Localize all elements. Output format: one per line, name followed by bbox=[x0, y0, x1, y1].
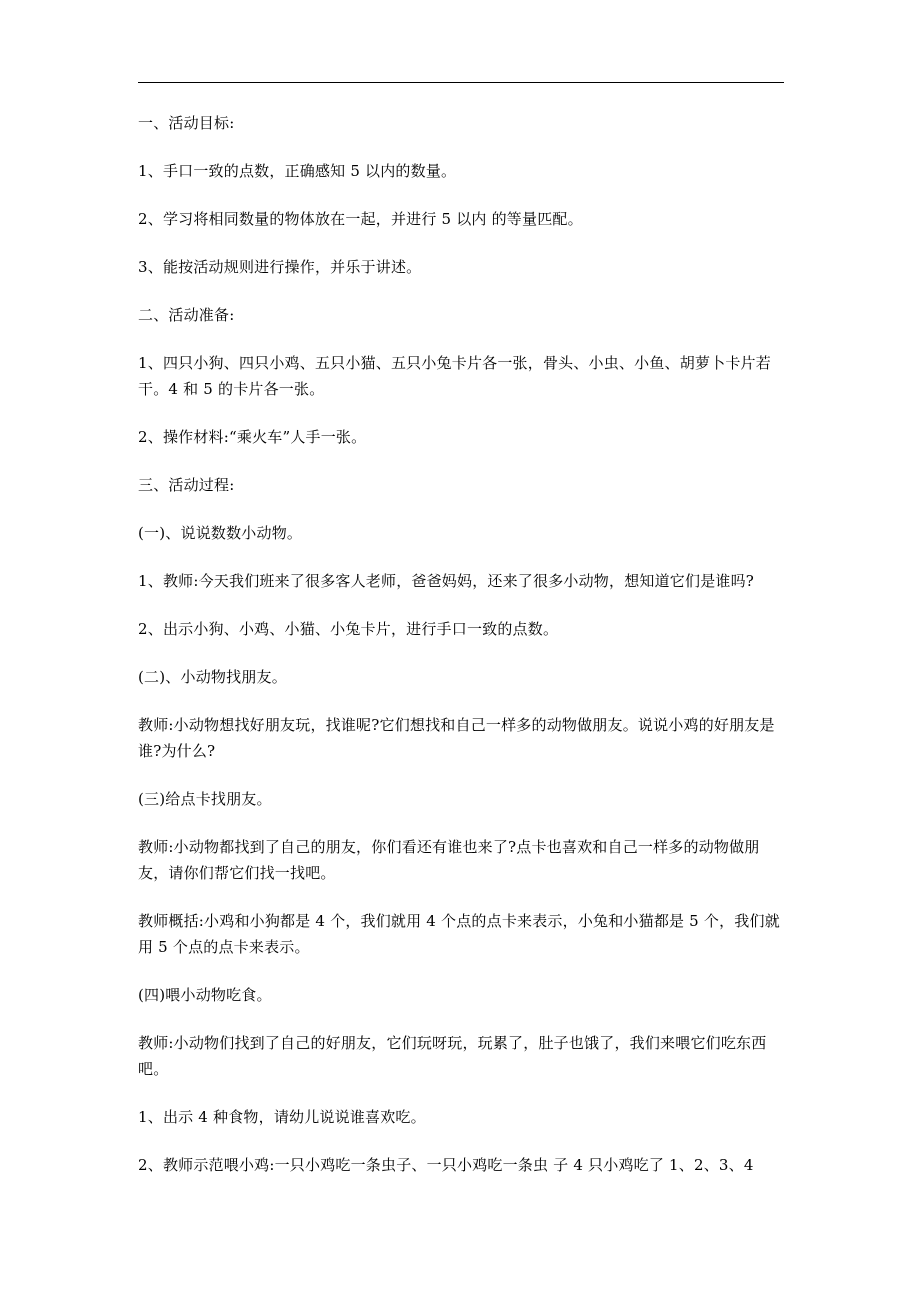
process-step-4-heading: (四)喂小动物吃食。 bbox=[138, 986, 272, 1004]
process-step-3-text: 教师:小动物都找到了自己的朋友，你们看还有谁也来了?点卡也喜欢和自己一样多的动物做朋友，请你们帮它们找一找吧。 bbox=[138, 838, 760, 882]
process-step-1-item-1: 1、教师:今天我们班来了很多客人老师，爸爸妈妈，还来了很多小动物，想知道它们是谁吗? bbox=[138, 572, 755, 590]
goal-item-3: 3、能按活动规则进行操作，并乐于讲述。 bbox=[138, 258, 422, 276]
process-step-3-heading: (三)给点卡找朋友。 bbox=[138, 790, 272, 808]
process-step-2-text: 教师:小动物想找好朋友玩，找谁呢?它们想找和自己一样多的动物做朋友。说说小鸡的好朋友是谁?为什么? bbox=[138, 716, 775, 760]
process-step-1-item-2: 2、出示小狗、小鸡、小猫、小兔卡片，进行手口一致的点数。 bbox=[138, 620, 559, 638]
section-heading-goals: 一、活动目标: bbox=[138, 114, 235, 132]
process-step-4-text: 教师:小动物们找到了自己的好朋友，它们玩呀玩，玩累了，肚子也饿了，我们来喂它们吃东西吧。 bbox=[138, 1034, 767, 1078]
process-step-1-heading: (一)、说说数数小动物。 bbox=[138, 524, 303, 542]
process-step-4-item-2: 2、教师示范喂小鸡:一只小鸡吃一条虫子、一只小鸡吃一条虫 子 4 只小鸡吃了 1、2、3、4 bbox=[138, 1156, 754, 1174]
process-step-3-summary: 教师概括:小鸡和小狗都是 4 个，我们就用 4 个点的点卡来表示，小兔和小猫都是 5 个，我们就用 5 个点的点卡来表示。 bbox=[138, 912, 780, 956]
goal-item-1: 1、手口一致的点数，正确感知 5 以内的数量。 bbox=[138, 162, 457, 180]
preparation-item-2: 2、操作材料:“乘火车”人手一张。 bbox=[138, 428, 367, 446]
section-heading-process: 三、活动过程: bbox=[138, 476, 235, 494]
header-rule bbox=[138, 82, 784, 83]
process-step-2-heading: (二)、小动物找朋友。 bbox=[138, 668, 287, 686]
document-body bbox=[138, 110, 784, 1200]
preparation-item-1: 1、四只小狗、四只小鸡、五只小猫、五只小兔卡片各一张，骨头、小虫、小鱼、胡萝卜卡片若干。4 和 5 的卡片各一张。 bbox=[138, 354, 771, 398]
goal-item-2: 2、学习将相同数量的物体放在一起，并进行 5 以内 的等量匹配。 bbox=[138, 210, 583, 228]
section-heading-preparation: 二、活动准备: bbox=[138, 306, 235, 324]
process-step-4-item-1: 1、出示 4 种食物，请幼儿说说谁喜欢吃。 bbox=[138, 1108, 426, 1126]
